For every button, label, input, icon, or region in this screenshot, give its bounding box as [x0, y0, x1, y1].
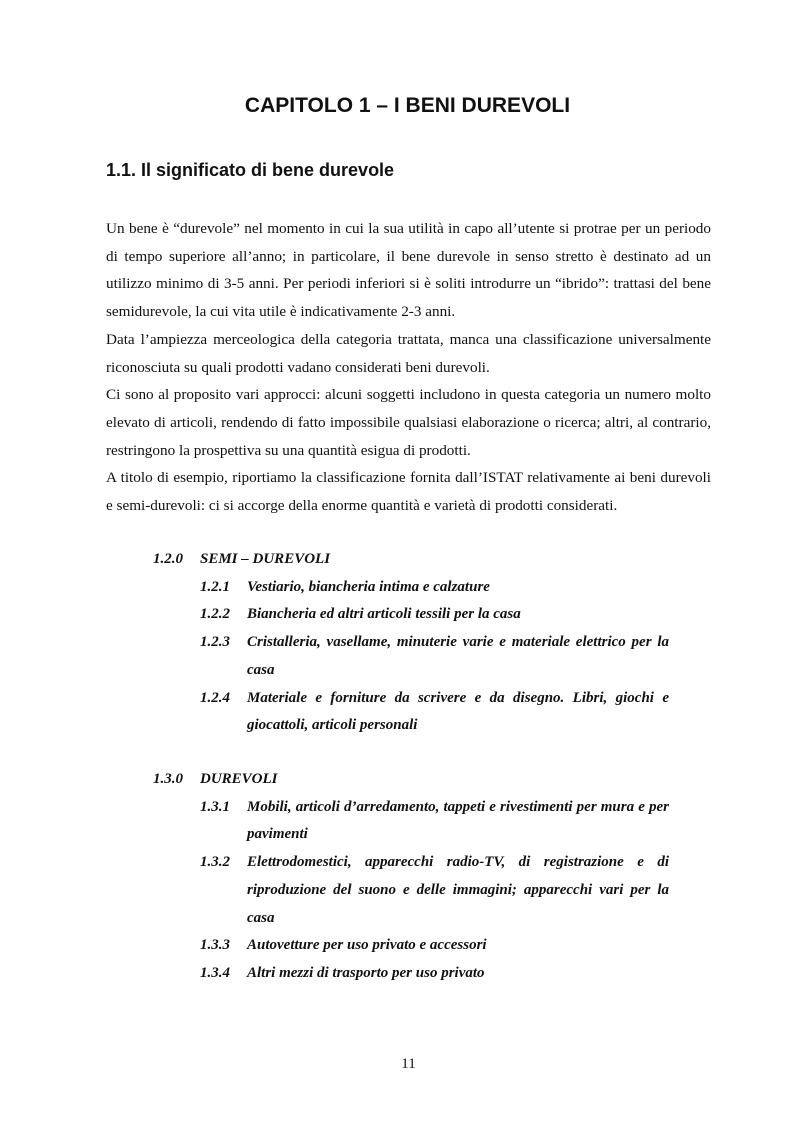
body-text: [106, 215, 711, 520]
group-number: 1.3.0: [153, 771, 183, 787]
group-number: 1.2.0: [153, 551, 183, 567]
list-item: [153, 794, 669, 849]
paragraph-approaches: Ci sono al proposito vari approcci: alcuni soggetti includono in questa categoria un numero molto elevato di articoli, rendendo di fatto impossibile qualsiasi elaborazione o ricerca; altri, al contrario, restringono la prospettiva su una quantità esigua di prodotti.: [106, 386, 711, 459]
page-number: 11: [401, 1056, 416, 1072]
item-number: 1.2.2: [200, 606, 230, 623]
section-title: 1.1. Il significato di bene durevole: [106, 160, 395, 180]
list-item: [153, 932, 669, 960]
item-text: Vestiario, biancheria intima e calzature: [247, 578, 490, 595]
item-number: 1.2.4: [200, 689, 230, 706]
item-number: 1.3.2: [200, 854, 230, 871]
item-text: Altri mezzi di trasporto per uso privato: [247, 964, 485, 981]
item-number: 1.3.3: [200, 937, 230, 954]
durevoli-list: [153, 766, 669, 988]
paragraph-classification: Data l’ampiezza merceologica della categoria trattata, manca una classificazione universalmente riconosciuta su quali prodotti vadano considerati beni durevoli.: [106, 330, 711, 376]
group-label: DUREVOLI: [200, 771, 278, 787]
item-text: Materiale e forniture da scrivere e da disegno. Libri, giochi e giocattoli, articoli personali: [247, 689, 669, 734]
list-item: [153, 601, 669, 629]
item-number: 1.2.3: [200, 634, 230, 651]
list-item: [153, 960, 669, 988]
list-item: [153, 574, 669, 602]
group-label: SEMI – DUREVOLI: [200, 551, 331, 567]
list-group-heading: [153, 546, 669, 574]
item-text: Mobili, articoli d’arredamento, tappeti e rivestimenti per mura e per pavimenti: [247, 798, 669, 843]
list-item: [153, 849, 669, 932]
list-item: [153, 685, 669, 740]
item-text: Elettrodomestici, apparecchi radio-TV, di registrazione e di riproduzione del suono e delle immagini; apparecchi vari per la casa: [247, 854, 669, 926]
item-number: 1.3.4: [200, 964, 230, 981]
item-text: Biancheria ed altri articoli tessili per la casa: [247, 606, 521, 623]
item-number: 1.3.1: [200, 798, 230, 815]
item-text: Autovetture per uso privato e accessori: [247, 937, 487, 954]
item-text: Cristalleria, vasellame, minuterie varie e materiale elettrico per la casa: [247, 634, 669, 678]
paragraph-definition: Un bene è “durevole” nel momento in cui la sua utilità in capo all’utente si protrae per un periodo di tempo superiore all’anno; in particolare, il bene durevole in senso stretto è destinato ad un utilizzo minimo di 3-5 anni. Per periodi inferiori si è soliti introdurre un “ibrido”: trattasi del bene semidurevole, la cui vita utile è indicativamente 2-3 anni.: [106, 220, 711, 321]
paragraph-istat-example: A titolo di esempio, riportiamo la classificazione fornita dall’ISTAT relativamente ai beni durevoli e semi-durevoli: ci si accorge della enorme quantità e varietà di prodotti considerati.: [106, 469, 711, 515]
semi-durevoli-list: [153, 546, 669, 740]
item-number: 1.2.1: [200, 578, 230, 595]
chapter-title: CAPITOLO 1 – I BENI DUREVOLI: [244, 94, 571, 117]
list-item: [153, 629, 669, 684]
list-group-heading: [153, 766, 669, 794]
